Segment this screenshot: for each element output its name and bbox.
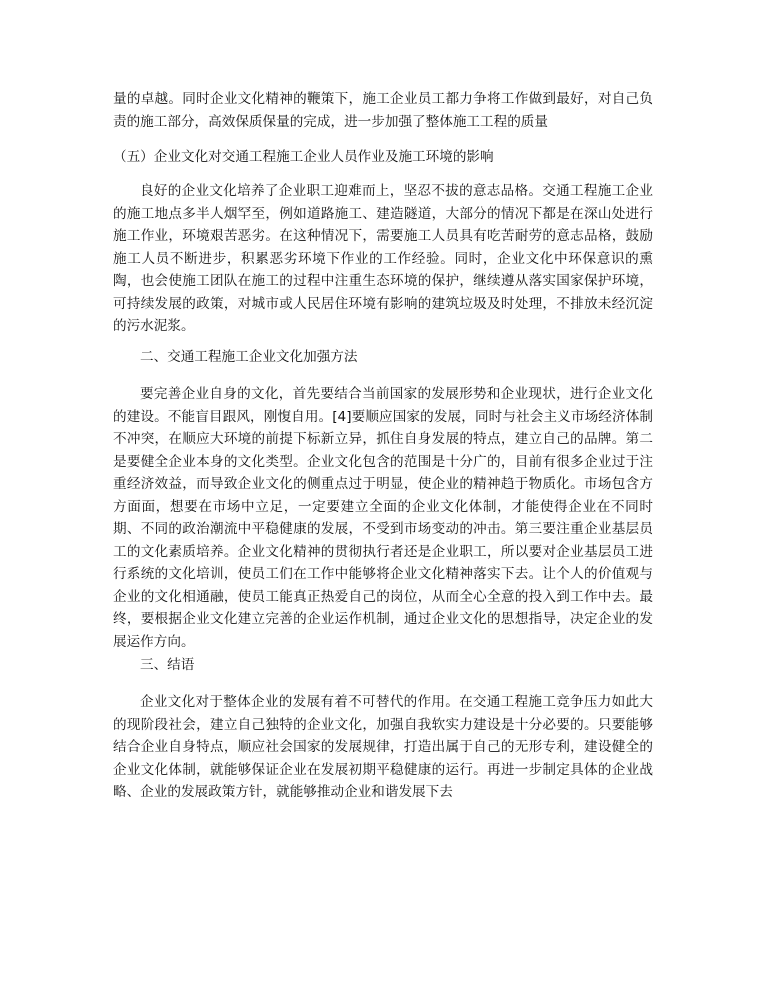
paragraph-conclusion: 企业文化对于整体企业的发展有着不可替代的作用。在交通工程施工竞争压力如此大的现阶段社会，建立自己独特的企业文化，加强自我软实力建设是十分必要的。只要能够结合企业自身特点，顺应社会国家的发展规律，打造出属于自己的无形专利，建设健全的企业文化体制，就能够保证企业在发展初期平稳健康的运行。再进一步制定具体的企业战略、企业的发展政策方针，就能够推动企业和谐发展下去 bbox=[113, 694, 653, 800]
section-heading-five: （五）企业文化对交通工程施工企业人员作业及施工环境的影响 bbox=[113, 149, 494, 165]
section-heading-three: 三、结语 bbox=[140, 657, 195, 673]
paragraph-continuation: 量的卓越。同时企业文化精神的鞭策下，施工企业员工都力争将工作做到最好，对自己负责的施工部分，高效保质保量的完成，进一步加强了整体施工工程的质量 bbox=[113, 91, 653, 130]
paragraph-methods: 要完善企业自身的文化，首先要结合当前国家的发展形势和企业现状，进行企业文化的建设。不能盲目跟风，刚愎自用。[4]要顺应国家的发展，同时与社会主义市场经济体制不冲突，在顺应大环境的前提下标新立异，抓住自身发展的特点，建立自己的品牌。第二是要健全企业本身的文化类型。企业文化包含的范围是十分广的，目前有很多企业过于注重经济效益，而导致企业文化的侧重点过于明显，使企业的精神趋于物质化。市场包含方方面面，想要在市场中立足，一定要建立全面的企业文化体制，才能使得企业在不同时期、不同的政治潮流中平稳健康的发展，不受到市场变动的冲击。第三要注重企业基层员工的文化素质培养。企业文化精神的贯彻执行者还是企业职工，所以要对企业基层员工进行系统的文化培训，使员工们在工作中能够将企业文化精神落实下去。让个人的价值观与企业的文化相通融，使员工能真正热爱自己的岗位，从而全心全意的投入到工作中去。最终，要根据企业文化建立完善的企业运作机制，通过企业文化的思想指导，决定企业的发展运作方向。 bbox=[113, 386, 653, 650]
section-heading-two: 二、交通工程施工企业文化加强方法 bbox=[140, 349, 358, 365]
paragraph-work-environment: 良好的企业文化培养了企业职工迎难而上，坚忍不拔的意志品格。交通工程施工企业的施工地点多半人烟罕至，例如道路施工、建造隧道，大部分的情况下都是在深山处进行施工作业，环境艰苦恶劣。在这种情况下，需要施工人员具有吃苦耐劳的意志品格，鼓励施工人员不断进步，积累恶劣环境下作业的工作经验。同时，企业文化中环保意识的熏陶，也会使施工团队在施工的过程中注重生态环境的保护，继续遵从落实国家保护环境，可持续发展的政策，对城市或人民居住环境有影响的建筑垃圾及时处理，不排放未经沉淀的污水泥浆。 bbox=[113, 183, 653, 334]
